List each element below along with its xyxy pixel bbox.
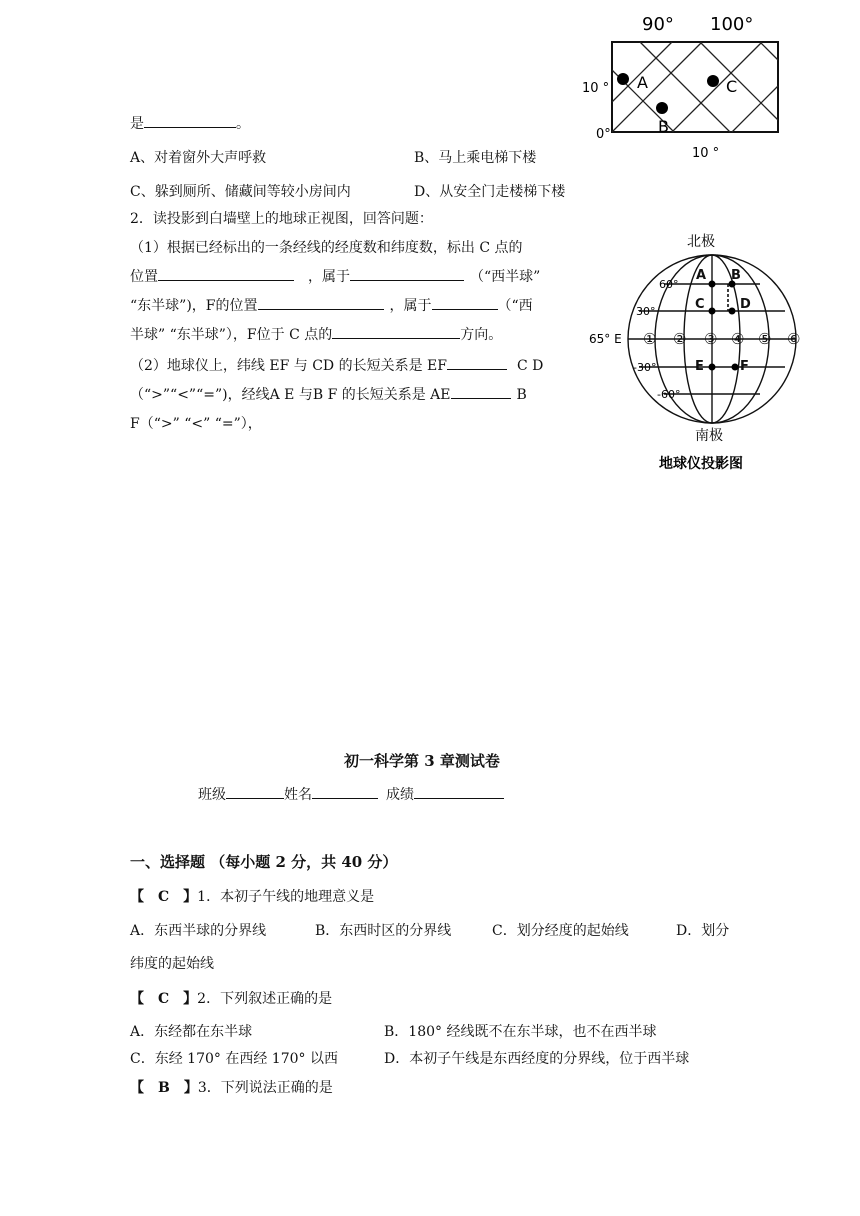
point-c	[707, 75, 719, 87]
q2-1-line2: 位置 ，属于 （“西半球”	[130, 266, 540, 286]
lat-60n: 60°	[659, 278, 679, 291]
q2-2-line3: F（“>” “<” “=”），	[130, 416, 262, 432]
globe-projection-figure	[585, 228, 815, 478]
option-b: B、马上乘电梯下楼	[414, 150, 537, 166]
q2-1-line3: “东半球”)，F的位置 ，属于 （“西	[130, 295, 533, 315]
answer-blank[interactable]	[144, 113, 236, 128]
mc-q2: 【 C 】2．下列叙述正确的是	[130, 991, 333, 1007]
q2-option-a: A．东经都在东半球	[130, 1024, 253, 1040]
south-pole-label: 南极	[695, 428, 723, 444]
lat-long-grid-figure	[578, 0, 818, 165]
q1-option-d-wrap: 纬度的起始线	[130, 956, 214, 972]
meridian-3: ③	[704, 330, 718, 348]
position-blank[interactable]	[158, 266, 294, 281]
class-field[interactable]	[226, 784, 284, 799]
q2-option-b: B．180° 经线既不在东半球，也不在西半球	[384, 1024, 657, 1040]
meridian-65e-label: 65° E	[589, 332, 622, 346]
q2-2-line1: （2）地球仪上，纬线 EF 与 CD 的长短关系是 EF C D	[130, 355, 543, 375]
label-b: B	[658, 117, 669, 136]
q1-option-a: A．东西半球的分界线	[130, 923, 267, 939]
direction-blank[interactable]	[332, 324, 460, 339]
hemisphere-blank[interactable]	[350, 266, 464, 281]
ae-bf-blank[interactable]	[451, 384, 511, 399]
dot-c	[709, 308, 716, 315]
dot-d	[729, 308, 736, 315]
option-d: D、从安全门走楼梯下楼	[414, 184, 566, 200]
label-bottom-10: 10 °	[692, 146, 720, 161]
label-90: 90°	[642, 14, 674, 35]
mc-q3: 【 B 】3．下列说法正确的是	[130, 1080, 333, 1096]
label-a: A	[637, 73, 648, 92]
point-label-f: F	[740, 359, 749, 374]
globe-points	[709, 281, 739, 371]
ef-cd-blank[interactable]	[447, 355, 507, 370]
q1-option-b: B．东西时区的分界线	[315, 923, 452, 939]
figure-caption: 地球仪投影图	[659, 456, 743, 472]
section1-heading: 一、选择题 （每小题 2 分，共 40 分）	[130, 853, 398, 871]
point-label-d: D	[740, 297, 751, 312]
point-label-c: C	[695, 297, 705, 312]
test-title: 初一科学第 3 章测试卷	[344, 752, 500, 770]
q2-answer: 【 C 】	[130, 991, 198, 1007]
lat-30n: 30°	[636, 305, 656, 318]
student-info-line: 班级 姓名 成绩	[198, 784, 504, 804]
label-lat-0: 0°	[596, 127, 611, 142]
q3-answer: 【 B 】	[130, 1080, 198, 1096]
q2-intro: 2．读投影到白墙壁上的地球正视图，回答问题：	[130, 211, 433, 227]
meridian-1: ①	[643, 330, 657, 348]
point-label-b: B	[731, 268, 741, 283]
lat-30s: -30°	[633, 361, 657, 374]
q2-1-line1: （1）根据已经标出的一条经线的经度数和纬度数，标出 C 点的	[130, 240, 523, 256]
point-b	[656, 102, 668, 114]
meridian-4: ④	[731, 330, 745, 348]
f-position-blank[interactable]	[258, 295, 384, 310]
meridian-6: ⑥	[787, 330, 801, 348]
q2-option-d: D．本初子午线是东西经度的分界线，位于西半球	[384, 1051, 690, 1067]
q2-2-line2: （“>”“<”“=”)，经线A E 与B F 的长短关系是 AE B	[130, 384, 527, 404]
label-c: C	[726, 77, 738, 96]
label-100: 100°	[710, 14, 754, 35]
f-hemisphere-blank[interactable]	[432, 295, 498, 310]
north-pole-label: 北极	[687, 234, 715, 250]
meridian-5: ⑤	[758, 330, 772, 348]
name-field[interactable]	[312, 784, 378, 799]
q2-1-line4: 半球” “东半球”），F位于 C 点的 方向。	[130, 324, 502, 344]
q2-option-c: C．东经 170° 在西经 170° 以西	[130, 1051, 338, 1067]
point-label-e: E	[695, 359, 704, 374]
option-a: A、对着窗外大声呼救	[130, 150, 267, 166]
mc-q1: 【 C 】1．本初子午线的地理意义是	[130, 889, 375, 905]
score-field[interactable]	[414, 784, 504, 799]
label-lat-10: 10 °	[582, 81, 610, 96]
point-label-a: A	[696, 268, 707, 283]
dot-a	[709, 281, 716, 288]
point-a	[617, 73, 629, 85]
dot-e	[709, 364, 716, 371]
q1-option-c: C．划分经度的起始线	[492, 923, 629, 939]
meridian-2: ②	[673, 330, 687, 348]
q1-option-d: D．划分	[676, 923, 730, 939]
q1-answer-line: 是 。	[130, 113, 250, 133]
lat-60s: -60°	[657, 388, 681, 401]
option-c: C、躲到厕所、储藏间等较小房间内	[130, 184, 351, 200]
dot-f	[732, 364, 739, 371]
q1-answer: 【 C 】	[130, 889, 198, 905]
